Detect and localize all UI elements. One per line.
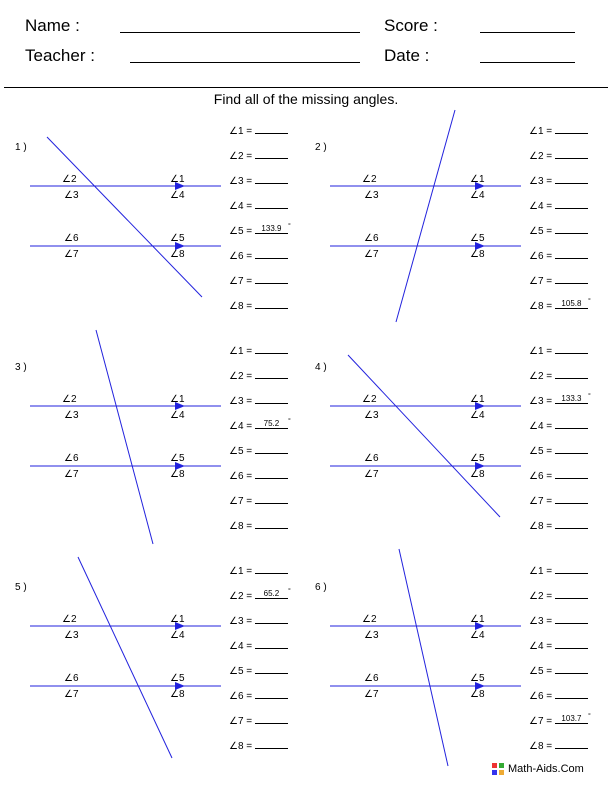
angle-label: ∠1: [470, 394, 485, 405]
transversal-line: [96, 330, 153, 544]
answer-row: [529, 198, 588, 212]
answer-blank[interactable]: [255, 713, 288, 724]
angle-label: ∠5: [470, 233, 485, 244]
angle-label: ∠3: [364, 630, 379, 641]
angle-label: ∠6: [64, 453, 79, 464]
answer-label: ∠2 =: [529, 591, 555, 602]
answer-label: ∠1 =: [229, 126, 255, 137]
answer-label: ∠2 =: [529, 371, 555, 382]
angle-label: ∠1: [170, 614, 185, 625]
answer-row: [229, 198, 288, 212]
answer-blank[interactable]: [255, 493, 288, 504]
answer-blank[interactable]: [255, 198, 288, 209]
angle-label: ∠2: [62, 394, 77, 405]
answer-blank[interactable]: [255, 443, 288, 454]
angle-label: ∠8: [470, 689, 485, 700]
answer-row: [229, 588, 291, 602]
answer-row: [529, 493, 588, 507]
answer-row: [529, 588, 588, 602]
angle-label: ∠7: [64, 469, 79, 480]
degree-symbol: °: [587, 298, 591, 305]
angle-label: ∠2: [362, 174, 377, 185]
angle-label: ∠2: [62, 614, 77, 625]
answer-label: ∠5 =: [529, 226, 555, 237]
answer-row: [229, 343, 288, 357]
answer-row: [529, 343, 588, 357]
answer-blank[interactable]: [555, 173, 588, 184]
angle-label: ∠5: [470, 673, 485, 684]
answer-row: [529, 173, 588, 187]
answer-row: [229, 613, 288, 627]
answer-blank[interactable]: [255, 738, 288, 749]
answer-row: [229, 738, 288, 752]
answer-blank[interactable]: [555, 418, 588, 429]
answer-row: [529, 273, 588, 287]
angle-label: ∠6: [364, 233, 379, 244]
angle-label: ∠2: [62, 174, 77, 185]
answer-blank[interactable]: [255, 518, 288, 529]
brand-text: Math-Aids.Com: [508, 763, 584, 775]
answer-row: [529, 393, 591, 407]
transversal-line: [399, 549, 448, 766]
answer-row: [229, 418, 291, 432]
answer-row: [229, 393, 288, 407]
answer-blank[interactable]: [555, 588, 588, 599]
score-label: Score :: [384, 16, 438, 35]
answer-blank[interactable]: [555, 468, 588, 479]
answer-blank[interactable]: [255, 468, 288, 479]
angle-label: ∠3: [64, 410, 79, 421]
answer-label: ∠4 =: [529, 641, 555, 652]
answer-label: ∠8 =: [529, 521, 555, 532]
answer-row: [529, 368, 588, 382]
transversal-line: [78, 557, 172, 758]
answer-row: [529, 443, 588, 457]
answer-blank[interactable]: [255, 688, 288, 699]
transversal-line: [396, 110, 455, 322]
answer-blank[interactable]: [555, 248, 588, 259]
brand: [492, 763, 584, 775]
answer-row: [229, 713, 288, 727]
answer-blank[interactable]: [255, 393, 288, 404]
answer-row: [229, 663, 288, 677]
answer-row: [229, 123, 288, 137]
answer-row: [529, 613, 588, 627]
angle-label: ∠6: [64, 233, 79, 244]
answer-label: ∠2 =: [529, 151, 555, 162]
answer-row: [229, 468, 288, 482]
answer-label: ∠2 =: [229, 591, 255, 602]
angle-label: ∠5: [470, 453, 485, 464]
answer-label: ∠3 =: [229, 176, 255, 187]
answer-row: [529, 663, 588, 677]
answer-blank[interactable]: [555, 443, 588, 454]
answer-blank[interactable]: [255, 223, 288, 234]
answer-label: ∠3 =: [529, 616, 555, 627]
angle-label: ∠7: [64, 689, 79, 700]
instructions: Find all of the missing angles.: [213, 91, 399, 107]
problem-number: 4 ): [315, 362, 327, 373]
answer-row: [529, 223, 588, 237]
angle-label: ∠8: [170, 689, 185, 700]
answer-label: ∠1 =: [529, 346, 555, 357]
answer-blank[interactable]: [255, 148, 288, 159]
math-aids-logo-icon: [492, 763, 504, 775]
answer-row: [229, 688, 288, 702]
answer-label: ∠3 =: [229, 616, 255, 627]
answer-row: [529, 563, 588, 577]
answer-blank[interactable]: [555, 368, 588, 379]
angle-label: ∠7: [364, 469, 379, 480]
transversal-line: [348, 355, 500, 517]
angle-label: ∠3: [64, 190, 79, 201]
angle-label: ∠4: [170, 410, 185, 421]
angle-label: ∠4: [170, 630, 185, 641]
angle-label: ∠3: [364, 190, 379, 201]
answer-label: ∠7 =: [529, 716, 555, 727]
angle-label: ∠7: [364, 249, 379, 260]
answer-label: ∠3 =: [529, 396, 555, 407]
answer-blank[interactable]: [255, 248, 288, 259]
given-angle-value: 65.2: [263, 589, 280, 598]
answer-label: ∠1 =: [229, 346, 255, 357]
answer-blank[interactable]: [555, 123, 588, 134]
answer-row: [229, 638, 288, 652]
answer-row: [529, 518, 588, 532]
answer-label: ∠2 =: [229, 151, 255, 162]
angle-label: ∠7: [64, 249, 79, 260]
answer-label: ∠5 =: [229, 226, 255, 237]
answer-label: ∠8 =: [529, 301, 555, 312]
answer-blank[interactable]: [555, 688, 588, 699]
angle-label: ∠1: [170, 174, 185, 185]
answer-blank[interactable]: [555, 738, 588, 749]
answer-row: [229, 223, 291, 237]
answer-blank[interactable]: [555, 298, 588, 309]
date-label: Date :: [384, 46, 430, 65]
answer-row: [529, 468, 588, 482]
angle-label: ∠8: [470, 249, 485, 260]
answer-row: [529, 713, 591, 727]
answer-blank[interactable]: [555, 613, 588, 624]
angle-label: ∠4: [470, 190, 485, 201]
answer-label: ∠1 =: [229, 566, 255, 577]
answer-label: ∠6 =: [229, 471, 255, 482]
answer-blank[interactable]: [555, 518, 588, 529]
answer-row: [229, 563, 288, 577]
answer-row: [229, 298, 288, 312]
answer-label: ∠4 =: [529, 201, 555, 212]
answer-blank[interactable]: [555, 393, 588, 404]
angle-label: ∠2: [362, 394, 377, 405]
answer-blank[interactable]: [255, 563, 288, 574]
angle-label: ∠8: [170, 249, 185, 260]
answer-blank[interactable]: [555, 663, 588, 674]
answer-row: [229, 443, 288, 457]
angle-label: ∠5: [170, 233, 185, 244]
answer-label: ∠4 =: [529, 421, 555, 432]
transversal-line: [47, 137, 202, 297]
degree-symbol: °: [287, 588, 291, 595]
answer-label: ∠4 =: [229, 201, 255, 212]
angle-label: ∠4: [470, 410, 485, 421]
answer-blank[interactable]: [555, 223, 588, 234]
given-angle-value: 105.8: [561, 299, 582, 308]
angle-label: ∠6: [364, 453, 379, 464]
answer-row: [229, 148, 288, 162]
angle-label: ∠3: [364, 410, 379, 421]
angle-label: ∠5: [170, 673, 185, 684]
answer-blank[interactable]: [255, 418, 288, 429]
answer-label: ∠7 =: [229, 496, 255, 507]
answer-label: ∠8 =: [529, 741, 555, 752]
answer-label: ∠4 =: [229, 641, 255, 652]
angle-label: ∠1: [170, 394, 185, 405]
problem-number: 6 ): [315, 582, 327, 593]
answer-label: ∠7 =: [229, 276, 255, 287]
answer-row: [229, 518, 288, 532]
answer-label: ∠7 =: [229, 716, 255, 727]
given-angle-value: 103.7: [561, 714, 582, 723]
answer-row: [529, 298, 591, 312]
answer-row: [529, 123, 588, 137]
answer-label: ∠1 =: [529, 126, 555, 137]
angle-label: ∠3: [64, 630, 79, 641]
answer-label: ∠6 =: [529, 251, 555, 262]
answer-blank[interactable]: [555, 148, 588, 159]
angle-label: ∠5: [170, 453, 185, 464]
angle-label: ∠1: [470, 174, 485, 185]
answer-row: [529, 148, 588, 162]
answer-label: ∠6 =: [529, 691, 555, 702]
answer-blank[interactable]: [255, 173, 288, 184]
answer-label: ∠3 =: [529, 176, 555, 187]
angle-label: ∠8: [470, 469, 485, 480]
answer-label: ∠6 =: [229, 251, 255, 262]
answer-label: ∠2 =: [229, 371, 255, 382]
answer-row: [229, 368, 288, 382]
angle-label: ∠7: [364, 689, 379, 700]
degree-symbol: °: [287, 418, 291, 425]
answer-row: [229, 248, 288, 262]
answer-label: ∠8 =: [229, 521, 255, 532]
answer-label: ∠7 =: [529, 496, 555, 507]
problem-number: 2 ): [315, 142, 327, 153]
answer-blank[interactable]: [555, 713, 588, 724]
given-angle-value: 133.9: [261, 224, 282, 233]
angle-label: ∠8: [170, 469, 185, 480]
answer-blank[interactable]: [255, 588, 288, 599]
answer-blank[interactable]: [255, 368, 288, 379]
angle-label: ∠1: [470, 614, 485, 625]
degree-symbol: °: [587, 713, 591, 720]
degree-symbol: °: [287, 223, 291, 230]
angle-label: ∠2: [362, 614, 377, 625]
answer-label: ∠6 =: [529, 471, 555, 482]
answer-label: ∠8 =: [229, 741, 255, 752]
answer-blank[interactable]: [255, 298, 288, 309]
degree-symbol: °: [587, 393, 591, 400]
answer-blank[interactable]: [555, 343, 588, 354]
answer-label: ∠5 =: [229, 446, 255, 457]
problem-number: 5 ): [15, 582, 27, 593]
answer-blank[interactable]: [255, 343, 288, 354]
answer-row: [529, 418, 588, 432]
answer-row: [229, 493, 288, 507]
answer-blank[interactable]: [255, 123, 288, 134]
teacher-label: Teacher :: [25, 46, 95, 65]
answer-blank[interactable]: [255, 663, 288, 674]
answer-blank[interactable]: [555, 563, 588, 574]
answer-label: ∠5 =: [229, 666, 255, 677]
name-label: Name :: [25, 16, 80, 35]
answer-blank[interactable]: [255, 613, 288, 624]
answer-row: [229, 273, 288, 287]
answer-row: [529, 638, 588, 652]
problem-number: 3 ): [15, 362, 27, 373]
answer-label: ∠1 =: [529, 566, 555, 577]
answer-label: ∠7 =: [529, 276, 555, 287]
answer-label: ∠3 =: [229, 396, 255, 407]
answer-row: [529, 688, 588, 702]
given-angle-value: 75.2: [263, 419, 280, 428]
angle-label: ∠6: [64, 673, 79, 684]
given-angle-value: 133.3: [561, 394, 582, 403]
answer-blank[interactable]: [555, 493, 588, 504]
answer-blank[interactable]: [555, 638, 588, 649]
answer-label: ∠8 =: [229, 301, 255, 312]
angle-label: ∠6: [364, 673, 379, 684]
answer-label: ∠4 =: [229, 421, 255, 432]
answer-label: ∠6 =: [229, 691, 255, 702]
answer-label: ∠5 =: [529, 446, 555, 457]
answer-blank[interactable]: [555, 198, 588, 209]
answer-row: [529, 248, 588, 262]
answer-label: ∠5 =: [529, 666, 555, 677]
answer-blank[interactable]: [255, 638, 288, 649]
angle-label: ∠4: [470, 630, 485, 641]
answer-blank[interactable]: [555, 273, 588, 284]
answer-row: [229, 173, 288, 187]
angle-label: ∠4: [170, 190, 185, 201]
answer-blank[interactable]: [255, 273, 288, 284]
problem-number: 1 ): [15, 142, 27, 153]
answer-row: [529, 738, 588, 752]
